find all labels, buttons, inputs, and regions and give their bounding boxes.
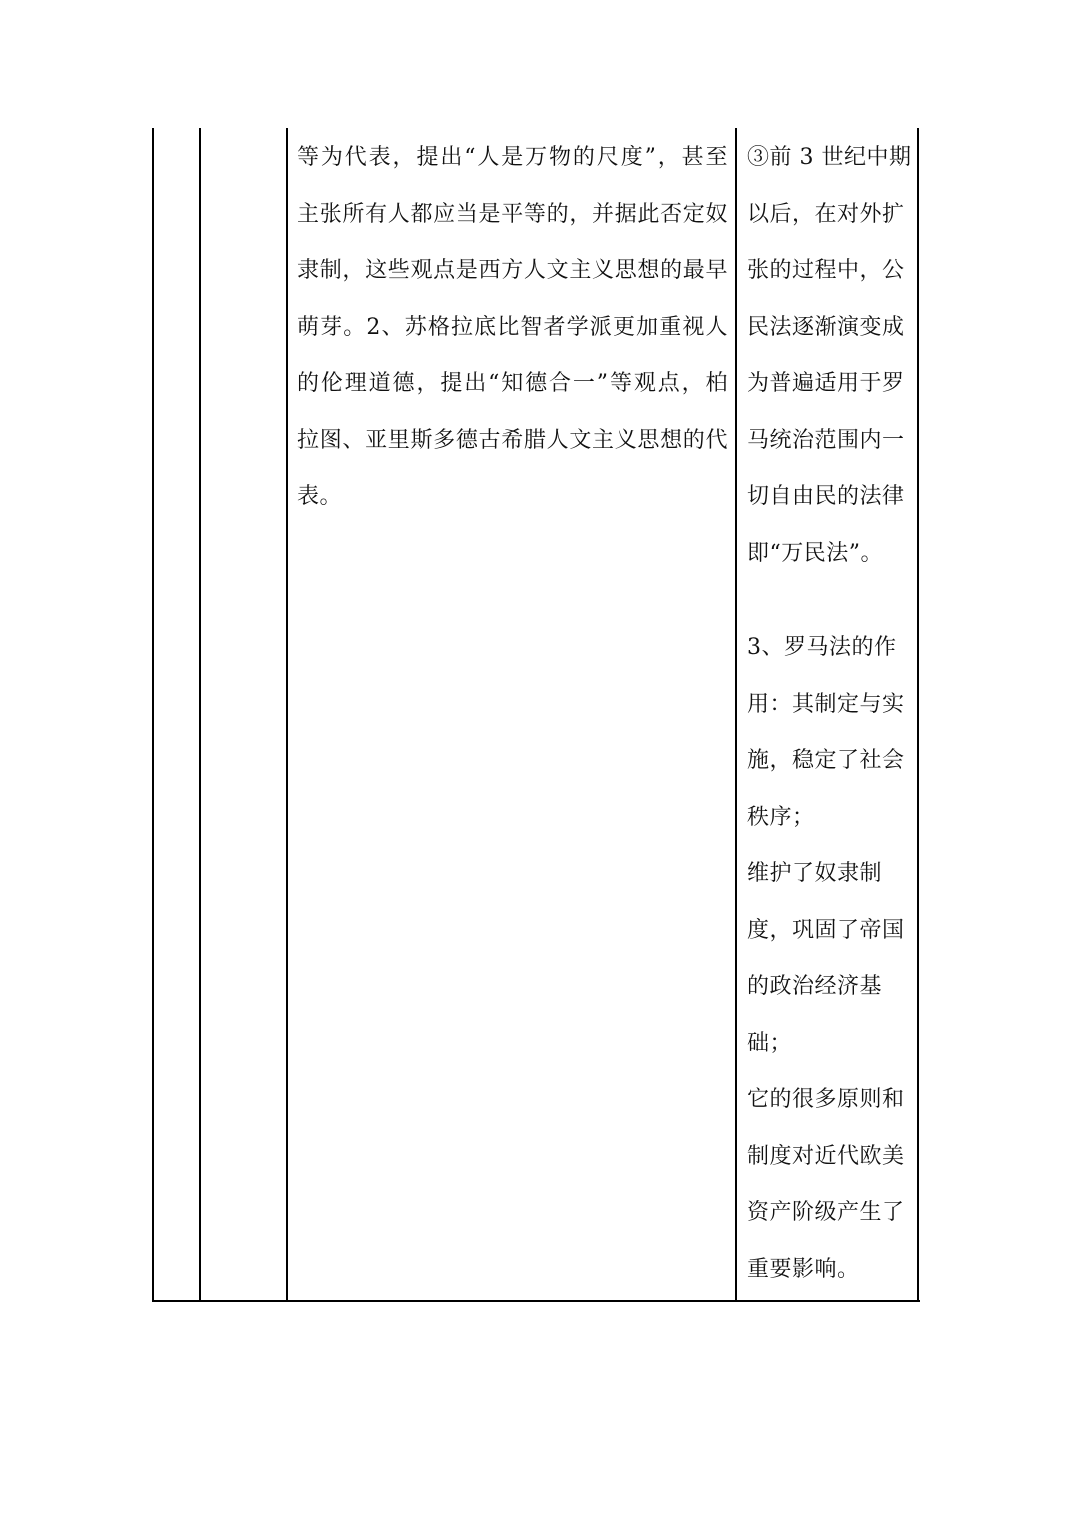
main-text-line: 的伦理道德，提出“知德合一”等观点，柏 — [297, 371, 728, 396]
side-text-line: 以后，在对外扩 — [747, 201, 905, 227]
side-text-line: 民法逐渐演变成 — [747, 314, 905, 340]
roman-law-wanmin-block — [747, 130, 913, 582]
side-text-line: 资产阶级产生了 — [747, 1200, 905, 1225]
side-text-line: ③前 3 世纪中期 — [747, 145, 912, 170]
side-text-line: 张的过程中，公 — [747, 258, 905, 283]
side-text-line: 即“万民法”。 — [747, 540, 883, 566]
table-cell-col1 — [154, 130, 199, 1298]
side-text-line: 切自由民的法律 — [747, 484, 905, 509]
side-text-line: 用：其制定与实 — [747, 691, 905, 717]
table-cell-main-text — [290, 130, 736, 1298]
side-text-line: 础； — [747, 1030, 793, 1056]
table-column-divider-2 — [286, 128, 288, 1302]
side-text-line: 施，稳定了社会 — [747, 748, 905, 773]
side-text-line: 的政治经济基 — [747, 974, 883, 999]
side-text-line: 为普遍适用于罗 — [747, 371, 905, 396]
side-text-line: 维护了奴隶制 — [747, 861, 883, 886]
side-text-line: 重要影响。 — [747, 1256, 860, 1282]
side-text-line: 它的很多原则和 — [747, 1087, 905, 1112]
roman-law-role-block — [747, 620, 913, 1298]
side-text-line: 制度对近代欧美 — [747, 1143, 905, 1169]
side-text-line: 马统治范围内一 — [747, 427, 905, 453]
table-cell-side-text — [739, 130, 919, 1298]
main-text-line: 隶制，这些观点是西方人文主义思想的最早 — [297, 258, 728, 283]
main-text-line: 等为代表，提出“人是万物的尺度”，甚至 — [297, 145, 728, 170]
main-text-line: 主张所有人都应当是平等的，并据此否定奴 — [297, 201, 728, 227]
main-text-line: 拉图、亚里斯多德古希腊人文主义思想的代 — [297, 427, 728, 453]
main-text-line: 萌芽。2、苏格拉底比智者学派更加重视人 — [297, 314, 728, 340]
table-cell-col2 — [201, 130, 286, 1298]
main-text-line: 表。 — [297, 484, 343, 509]
side-text-line: 3、罗马法的作 — [747, 635, 897, 660]
table-border-bottom — [152, 1300, 920, 1302]
side-text-line: 度，巩固了帝国 — [747, 917, 905, 943]
paragraph-gap — [747, 582, 913, 620]
side-text-line: 秩序； — [747, 804, 815, 830]
